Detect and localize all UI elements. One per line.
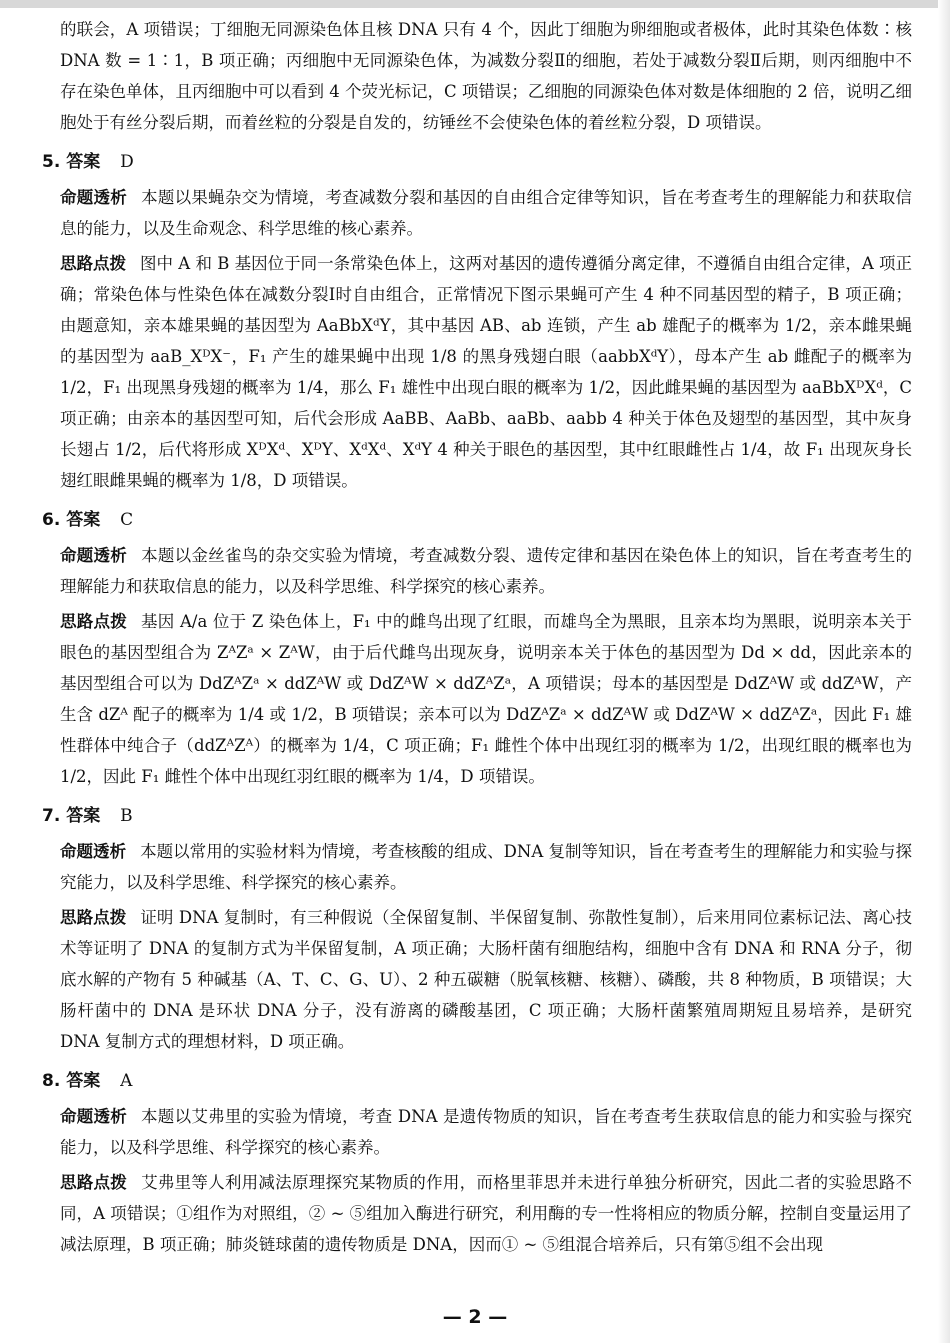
hint-text: 图中 A 和 B 基因位于同一条常染色体上，这两对基因的遗传遵循分离定律，不遵循自由组合定律，A 项正确；常染色体与性染色体在减数分裂Ⅰ时自由组合，正常情况下图示果蝇可产生 4 种不同基因型的精子，B 项正确；由题意知，亲本雄果蝇的基因型为 AaBbXᵈY，其中基因 AB、ab 连锁，产生 ab 雄配子的概率为 1/2，亲本雌果蝇的基因型为 aaB_XᴰX⁻，F₁ 产生的雄果蝇中出现 1/8 的黑身残翅白眼（aabbXᵈY），母本产生 ab 雌配子的概率为 1/2，F₁ 出现黑身残翅的概率为 1/4，那么 F₁ 雄性中出现白眼的概率为 1/2，因此雌果蝇的基因型为 aaBbXᴰXᵈ，C 项正确；由亲本的基因型可知，后代会形成 AaBB、AaBb、aaBb、aabb 4 种关于体色及翅型的基因型，其中灰身长翅占 1/2，后代将形成 XᴰXᵈ、XᴰY、XᵈXᵈ、XᵈY 4 种关于眼色的基因型，其中红眼雌性占 1/4，故 F₁ 出现灰身长翅红眼雌果蝇的概率为 1/8，D 项错误。 bbox=[60, 254, 913, 490]
hint-text: 基因 A/a 位于 Z 染色体上，F₁ 中的雌鸟出现了红眼，而雄鸟全为黑眼，且亲本均为黑眼，说明亲本关于眼色的基因型组合为 ZᴬZᵃ × ZᴬW，由于后代雌鸟出现灰身，说明亲本关于体色的基因型为 Dd × dd，因此亲本的基因型组合可以为 DdZᴬZᵃ × ddZᴬW 或 DdZᴬW × ddZᴬZᵃ，A 项错误；母本的基因型是 DdZᴬW 或 ddZᴬW，产生含 dZᴬ 配子的概率为 1/4 或 1/2，B 项错误；亲本可以为 DdZᴬZᵃ × ddZᴬW 或 DdZᴬW × ddZᴬZᵃ，因此 F₁ 雄性群体中纯合子（ddZᴬZᴬ）的概率为 1/4，C 项正确；F₁ 雌性个体中出现红羽的概率为 1/2，出现红眼的概率也为 1/2，因此 F₁ 雌性个体中出现红羽红眼的概率为 1/4，D 项错误。 bbox=[60, 612, 912, 786]
answer-value: A bbox=[120, 1071, 133, 1091]
answer-heading bbox=[42, 146, 912, 178]
analysis-label: 命题透析 bbox=[60, 1107, 128, 1126]
analysis-paragraph bbox=[60, 540, 912, 602]
hint-label: 思路点拨 bbox=[60, 612, 128, 631]
hint-paragraph bbox=[60, 606, 912, 792]
document-body bbox=[42, 14, 913, 1264]
hint-label: 思路点拨 bbox=[60, 254, 127, 273]
answer-label: 答案 bbox=[66, 1071, 101, 1091]
analysis-text: 本题以金丝雀鸟的杂交实验为情境，考查减数分裂、遗传定律和基因在染色体上的知识，旨在考查考生的理解能力和获取信息的能力，以及科学思维、科学探究的核心素养。 bbox=[60, 546, 913, 596]
analysis-paragraph bbox=[60, 1101, 912, 1163]
hint-paragraph bbox=[60, 1167, 912, 1260]
answer-value: D bbox=[120, 152, 134, 172]
answer-label: 答案 bbox=[66, 510, 101, 530]
analysis-text: 本题以常用的实验材料为情境，考查核酸的组成、DNA 复制等知识，旨在考查考生的理解能力和实验与探究能力，以及科学思维、科学探究的核心素养。 bbox=[60, 842, 913, 892]
analysis-text: 本题以果蝇杂交为情境，考查减数分裂和基因的自由组合定律等知识，旨在考查考生的理解能力和获取信息的能力，以及生命观念、科学思维的核心素养。 bbox=[60, 188, 913, 238]
analysis-label: 命题透析 bbox=[60, 546, 128, 565]
item-number: 6. bbox=[42, 510, 61, 530]
intro-paragraph: 的联会，A 项错误；丁细胞无同源染色体且核 DNA 只有 4 个，因此丁细胞为卵细胞或者极体，此时其染色体数∶核 DNA 数 = 1∶1，B 项正确；丙细胞中无同源染色体，为减数分裂Ⅱ的细胞，若处于减数分裂Ⅱ后期，则丙细胞中不存在染色单体，且丙细胞中可以看到 4 个荧光标记，C 项错误；乙细胞的同源染色体对数是体细胞的 2 倍，说明乙细胞处于有丝分裂后期，而着丝粒的分裂是自发的，纺锤丝不会使染色体的着丝粒分裂，D 项错误。 bbox=[60, 20, 912, 132]
answer-value: B bbox=[120, 806, 133, 826]
hint-text: 艾弗里等人利用减法原理探究某物质的作用，而格里菲思并未进行单独分析研究，因此二者的实验思路不同，A 项错误；①组作为对照组，② ~ ⑤组加入酶进行研究，利用酶的专一性将相应的物质分解，控制自变量运用了减法原理，B 项正确；肺炎链球菌的遗传物质是 DNA，因而① ~ ⑤组混合培养后，只有第⑤组不会出现 bbox=[60, 1173, 913, 1254]
hint-text: 证明 DNA 复制时，有三种假说（全保留复制、半保留复制、弥散性复制），后来用同位素标记法、离心技术等证明了 DNA 的复制方式为半保留复制，A 项正确；大肠杆菌有细胞结构，细胞中含有 DNA 和 RNA 分子，彻底水解的产物有 5 种碱基（A、T、C、G、U）、2 种五碳糖（脱氧核糖、核糖）、磷酸，共 8 种物质，B 项错误；大肠杆菌中的 DNA 是环状 DNA 分子，没有游离的磷酸基团，C 项正确；大肠杆菌繁殖周期短且易培养，是研究 DNA 复制方式的理想材料，D 项正确。 bbox=[60, 908, 912, 1051]
analysis-paragraph bbox=[60, 182, 912, 244]
analysis-paragraph bbox=[60, 836, 912, 898]
answer-value: C bbox=[120, 510, 134, 530]
analysis-label: 命题透析 bbox=[60, 842, 127, 861]
answer-heading bbox=[42, 1065, 912, 1097]
analysis-label: 命题透析 bbox=[60, 188, 128, 207]
answer-label: 答案 bbox=[66, 806, 101, 826]
hint-label: 思路点拨 bbox=[60, 1173, 128, 1192]
hint-paragraph bbox=[60, 902, 912, 1057]
item-number: 8. bbox=[42, 1071, 61, 1091]
hint-label: 思路点拨 bbox=[60, 908, 127, 927]
hint-paragraph bbox=[60, 248, 912, 496]
item-number: 5. bbox=[42, 152, 61, 172]
page-number: — 2 — bbox=[442, 1306, 508, 1328]
page-edge-shadow bbox=[938, 0, 950, 1343]
answer-heading bbox=[42, 800, 912, 832]
item-number: 7. bbox=[42, 806, 61, 826]
analysis-text: 本题以艾弗里的实验为情境，考查 DNA 是遗传物质的知识，旨在考查考生获取信息的能力和实验与探究能力，以及科学思维、科学探究的核心素养。 bbox=[60, 1107, 913, 1157]
answer-label: 答案 bbox=[66, 152, 101, 172]
answer-heading bbox=[42, 504, 912, 536]
top-edge-bar bbox=[0, 0, 950, 8]
